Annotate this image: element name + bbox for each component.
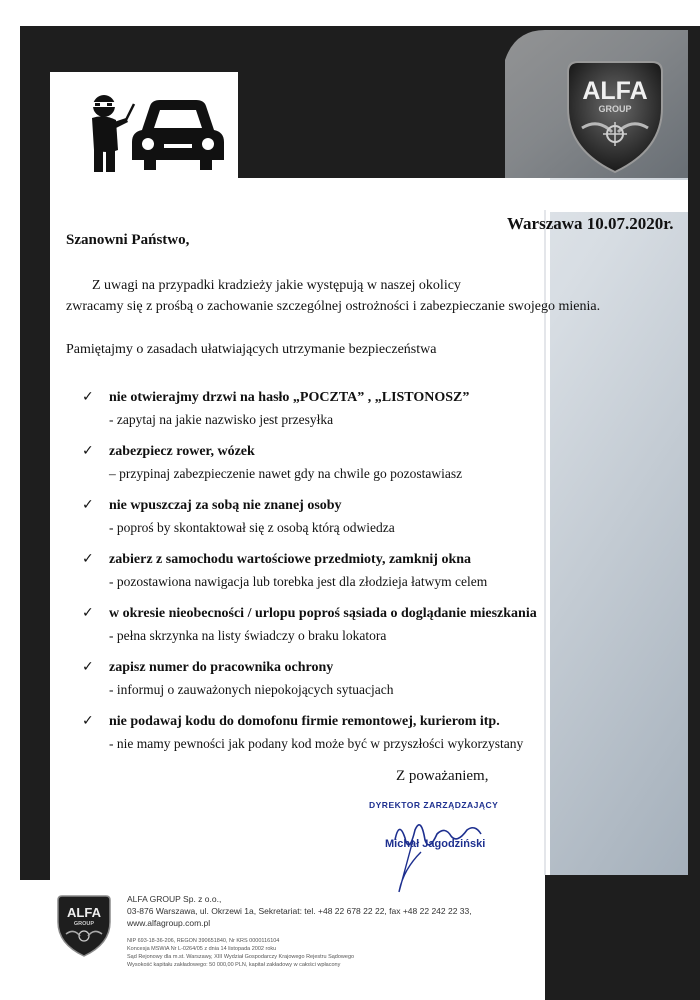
tip-item: [82, 714, 552, 768]
tip-description: - nie mamy pewności jak podany kod może być w przyszłości wykorzystany: [109, 736, 524, 751]
checkmark-icon: ✓: [82, 443, 94, 459]
intro-line-2: zwracamy się z prośbą o zachowanie szczególnej ostrożności i zabezpieczanie swojego mienia.: [66, 299, 601, 314]
tip-title: w okresie nieobecności / urlopu poproś sąsiada o doglądanie mieszkania: [109, 606, 537, 621]
intro-paragraph: [66, 275, 626, 317]
svg-text:ALFA: ALFA: [582, 77, 648, 105]
tip-title: nie podawaj kodu do domofonu firmie remontowej, kurierom itp.: [109, 714, 500, 729]
closing-phrase: Z poważaniem,: [396, 768, 489, 784]
tip-description: - zapytaj na jakie nazwisko jest przesyłka: [109, 412, 334, 427]
checkmark-icon: ✓: [82, 389, 94, 405]
checkmark-icon: ✓: [82, 551, 94, 567]
checkmark-icon: ✓: [82, 713, 94, 729]
tip-item: [82, 552, 552, 606]
footer-legal-line: Sąd Rejonowy dla m.st. Warszawy, XIII Wydział Gospodarczy Krajowego Rejestru Sądowego: [127, 954, 355, 960]
tip-item: [82, 444, 552, 498]
tip-title: nie otwierajmy drzwi na hasło „POCZTA” , „LISTONOSZ”: [109, 390, 470, 405]
lower-dark-bar: [545, 875, 700, 1000]
tip-title: zapisz numer do pracownika ochrony: [109, 660, 334, 675]
tip-title: zabezpiecz rower, wózek: [109, 444, 255, 459]
checkmark-icon: ✓: [82, 605, 94, 621]
checkmark-icon: ✓: [82, 497, 94, 513]
tip-description: - poproś by skontaktował się z osobą którą odwiedza: [109, 520, 395, 535]
safety-tips-list: [82, 390, 552, 768]
stamp-name: Michał Jagodziński: [385, 838, 486, 850]
footer-legal-line: Wysokość kapitału zakładowego: 50 000,00 PLN, kapitał zakładowy w całości wpłacony: [127, 962, 341, 968]
footer-logo-icon: [52, 894, 116, 958]
signature-stamp: [355, 800, 555, 900]
tip-title: zabierz z samochodu wartościowe przedmioty, zamknij okna: [109, 552, 472, 567]
footer-legal-line: NIP 693-18-36-206, REGON 390651840, Nr KRS 0000116104: [127, 938, 280, 944]
intro-line-1: Z uwagi na przypadki kradzieży jakie występują w naszej okolicy: [92, 278, 461, 293]
tip-item: [82, 390, 552, 444]
footer-legal-line: Koncesja MSWiA Nr L-0264/05 z dnia 14 listopada 2002 roku: [127, 946, 277, 952]
handwritten-signature: [355, 800, 555, 900]
tip-item: [82, 606, 552, 660]
tip-description: - informuj o zauważonych niepokojących sytuacjach: [109, 682, 394, 697]
footer-logo-word: ALFA: [67, 905, 101, 920]
letter-date: Warszawa 10.07.2020r.: [507, 214, 674, 233]
stamp-role: DYREKTOR ZARZĄDZAJĄCY: [369, 800, 499, 810]
footer-address: 03-876 Warszawa, ul. Okrzewi 1a, Sekretariat: tel. +48 22 678 22 22, fax +48 22 242 22 33,: [127, 906, 472, 916]
footer-company: ALFA GROUP Sp. z o.o.,: [127, 894, 222, 904]
footer-logo-sub: GROUP: [73, 921, 95, 927]
tip-description: – przypinaj zabezpieczenie nawet gdy na chwile go pozostawiasz: [109, 466, 463, 481]
right-dark-strip: [688, 26, 700, 1000]
tip-title: nie wpuszczaj za sobą nie znanej osoby: [109, 498, 342, 513]
tip-item: [82, 660, 552, 714]
checkmark-icon: ✓: [82, 659, 94, 675]
greeting: Szanowni Państwo,: [66, 232, 190, 248]
tip-item: [82, 498, 552, 552]
remember-heading: Pamiętajmy o zasadach ułatwiających utrzymanie bezpieczeństwa: [66, 342, 437, 357]
tip-description: - pozostawiona nawigacja lub torebka jest dla złodzieja łatwym celem: [109, 574, 488, 589]
tip-description: - pełna skrzynka na listy świadczy o braku lokatora: [109, 628, 387, 643]
svg-text:GROUP: GROUP: [598, 104, 632, 114]
left-dark-strip: [20, 26, 50, 906]
footer-website-link[interactable]: www.alfagroup.com.pl: [127, 918, 211, 928]
